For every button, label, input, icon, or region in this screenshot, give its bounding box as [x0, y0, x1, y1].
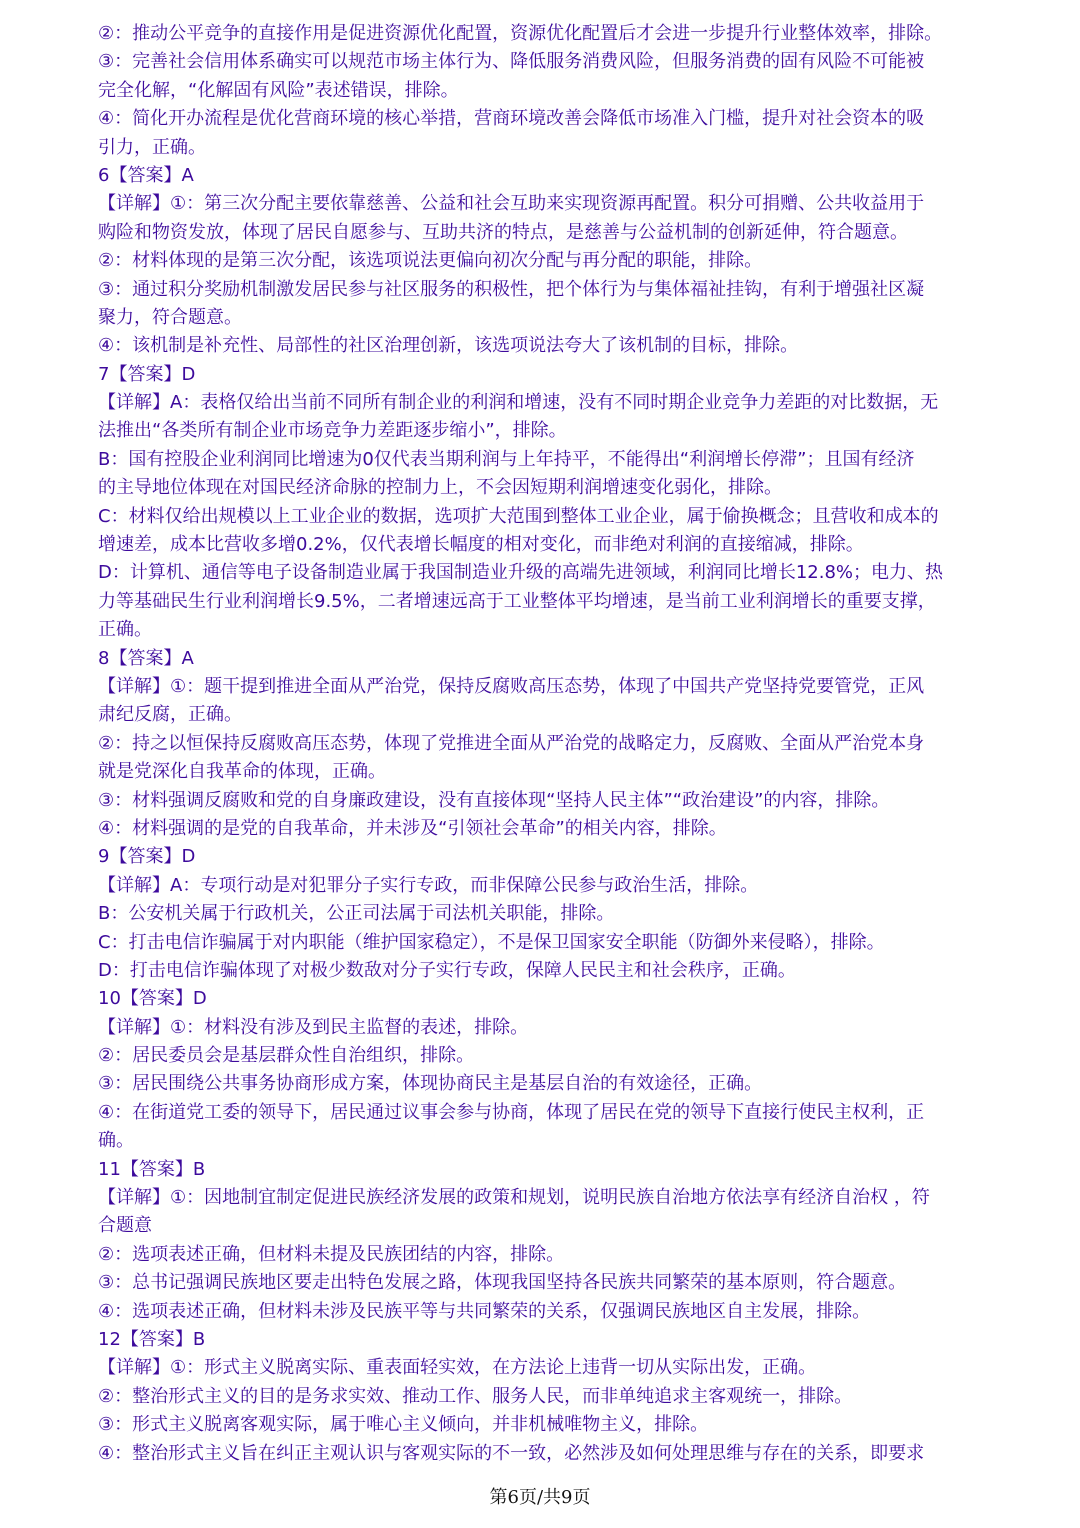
- text-line: 【详解】A：表格仅给出当前不同所有制企业的利润和增速，没有不同时期企业竞争力差距的对比数据，无: [98, 392, 939, 414]
- text-line: B：国有控股企业利润同比增速为0仅代表当期利润与上年持平，不能得出“利润增长停滞”；且国有经济: [98, 448, 915, 470]
- text-line: 聚力，符合题意。: [98, 306, 242, 328]
- text-line: 正确。: [98, 619, 152, 641]
- text-line: 法推出“各类所有制企业市场竞争力差距逐步缩小”，排除。: [98, 420, 567, 442]
- text-line: ②：材料体现的是第三次分配，该选项说法更偏向初次分配与再分配的职能，排除。: [98, 250, 763, 272]
- text-line: ②：推动公平竞争的直接作用是促进资源优化配置，资源优化配置后才会进一步提升行业整体效率，排除。: [98, 23, 943, 44]
- text-line: ④：选项表述正确，但材料未涉及民族平等与共同繁荣的关系，仅强调民族地区自主发展，排除。: [98, 1300, 871, 1322]
- text-line: ③：材料强调反腐败和党的自身廉政建设，没有直接体现“坚持人民主体”“政治建设”的内容，排除。: [98, 789, 890, 811]
- text-line: C：打击电信诈骗属于对内职能（维护国家稳定），不是保卫国家安全职能（防御外来侵略），排除。: [98, 931, 885, 953]
- text-line: 【详解】①：题干提到推进全面从严治党，保持反腐败高压态势，体现了中国共产党坚持党要管党，正风: [98, 675, 925, 697]
- text-line: ②：居民委员会是基层群众性自治组织，排除。: [98, 1045, 475, 1067]
- text-line: D：打击电信诈骗体现了对极少数敌对分子实行专政，保障人民民主和社会秩序，正确。: [98, 959, 796, 981]
- text-line: 【详解】①：材料没有涉及到民主监督的表述，排除。: [98, 1016, 529, 1038]
- text-line: ②：整治形式主义的目的是务求实效、推动工作、服务人民，而非单纯追求主客观统一，排除。: [98, 1385, 853, 1407]
- text-line: 【详解】①：形式主义脱离实际、重表面轻实效，在方法论上违背一切从实际出发，正确。: [98, 1357, 817, 1379]
- text-line: 8【答案】A: [98, 647, 194, 669]
- answer-explanation-text: [98, 20, 988, 1468]
- text-line: 力等基础民生行业利润增长9.5%，二者增速远高于工业整体平均增速，是当前工业利润增长的重要支撑，: [98, 590, 936, 612]
- text-line: ③：居民围绕公共事务协商形成方案，体现协商民主是基层自治的有效途径，正确。: [98, 1073, 763, 1095]
- text-line: 10【答案】D: [98, 988, 207, 1010]
- text-line: 12【答案】B: [98, 1328, 206, 1350]
- text-line: 【详解】A：专项行动是对犯罪分子实行专政，而非保障公民参与政治生活，排除。: [98, 874, 759, 896]
- text-line: B：公安机关属于行政机关，公正司法属于司法机关职能，排除。: [98, 903, 615, 925]
- text-line: ③：总书记强调民族地区要走出特色发展之路，体现我国坚持各民族共同繁荣的基本原则，符合题意。: [98, 1272, 907, 1294]
- text-line: 11【答案】B: [98, 1158, 206, 1180]
- text-line: 引力，正确。: [98, 136, 206, 158]
- text-line: ④：该机制是补充性、局部性的社区治理创新，该选项说法夸大了该机制的目标，排除。: [98, 335, 799, 357]
- text-line: 增速差，成本比营收多增0.2%，仅代表增长幅度的相对变化，而非绝对利润的直接缩减，排除。: [98, 534, 864, 556]
- text-line: 9【答案】D: [98, 846, 196, 868]
- text-line: ②：持之以恒保持反腐败高压态势，体现了党推进全面从严治党的战略定力，反腐败、全面从严治党本身: [98, 732, 925, 754]
- text-line: ②：选项表述正确，但材料未提及民族团结的内容，排除。: [98, 1243, 565, 1265]
- text-line: 6【答案】A: [98, 164, 194, 186]
- page-number-footer: 第6页/共9页: [489, 1487, 591, 1508]
- text-line: 7【答案】D: [98, 363, 196, 385]
- text-line: ③：通过积分奖励机制激发居民参与社区服务的积极性，把个体行为与集体福祉挂钩，有利于增强社区凝: [98, 278, 925, 300]
- text-line: D：计算机、通信等电子设备制造业属于我国制造业升级的高端先进领域，利润同比增长12.8%；电力、热: [98, 562, 944, 584]
- text-line: 【详解】①：第三次分配主要依靠慈善、公益和社会互助来实现资源再配置。积分可捐赠、公共收益用于: [98, 193, 925, 215]
- text-line: 确。: [98, 1130, 134, 1152]
- text-line: ③：完善社会信用体系确实可以规范市场主体行为、降低服务消费风险，但服务消费的固有风险不可能被: [98, 51, 925, 73]
- text-line: ④：简化开办流程是优化营商环境的核心举措，营商环境改善会降低市场准入门槛，提升对社会资本的吸: [98, 108, 925, 130]
- text-line: 购险和物资发放，体现了居民自愿参与、互助共济的特点，是慈善与公益机制的创新延伸，符合题意。: [98, 221, 908, 243]
- text-line: ④：在街道党工委的领导下，居民通过议事会参与协商，体现了居民在党的领导下直接行使民主权利，正: [98, 1101, 925, 1123]
- text-line: ④：材料强调的是党的自我革命，并未涉及“引领社会革命”的相关内容，排除。: [98, 817, 727, 839]
- text-line: 的主导地位体现在对国民经济命脉的控制力上，不会因短期利润增速变化弱化，排除。: [98, 477, 782, 499]
- text-line: C：材料仅给出规模以上工业企业的数据，选项扩大范围到整体工业企业，属于偷换概念；且营收和成本的: [98, 505, 939, 527]
- text-line: ④：整治形式主义旨在纠正主观认识与客观实际的不一致，必然涉及如何处理思维与存在的关系，即要求: [98, 1442, 925, 1464]
- text-line: 完全化解，“化解固有风险”表述错误，排除。: [98, 79, 459, 101]
- text-line: 肃纪反腐，正确。: [98, 704, 242, 726]
- text-line: 【详解】①：因地制宜制定促进民族经济发展的政策和规划，说明民族自治地方依法享有经济自治权 ，符: [98, 1187, 930, 1209]
- text-line: ③：形式主义脱离客观实际，属于唯心主义倾向，并非机械唯物主义，排除。: [98, 1414, 709, 1436]
- text-line: 就是党深化自我革命的体现，正确。: [98, 761, 386, 783]
- text-line: 合题意: [98, 1215, 152, 1237]
